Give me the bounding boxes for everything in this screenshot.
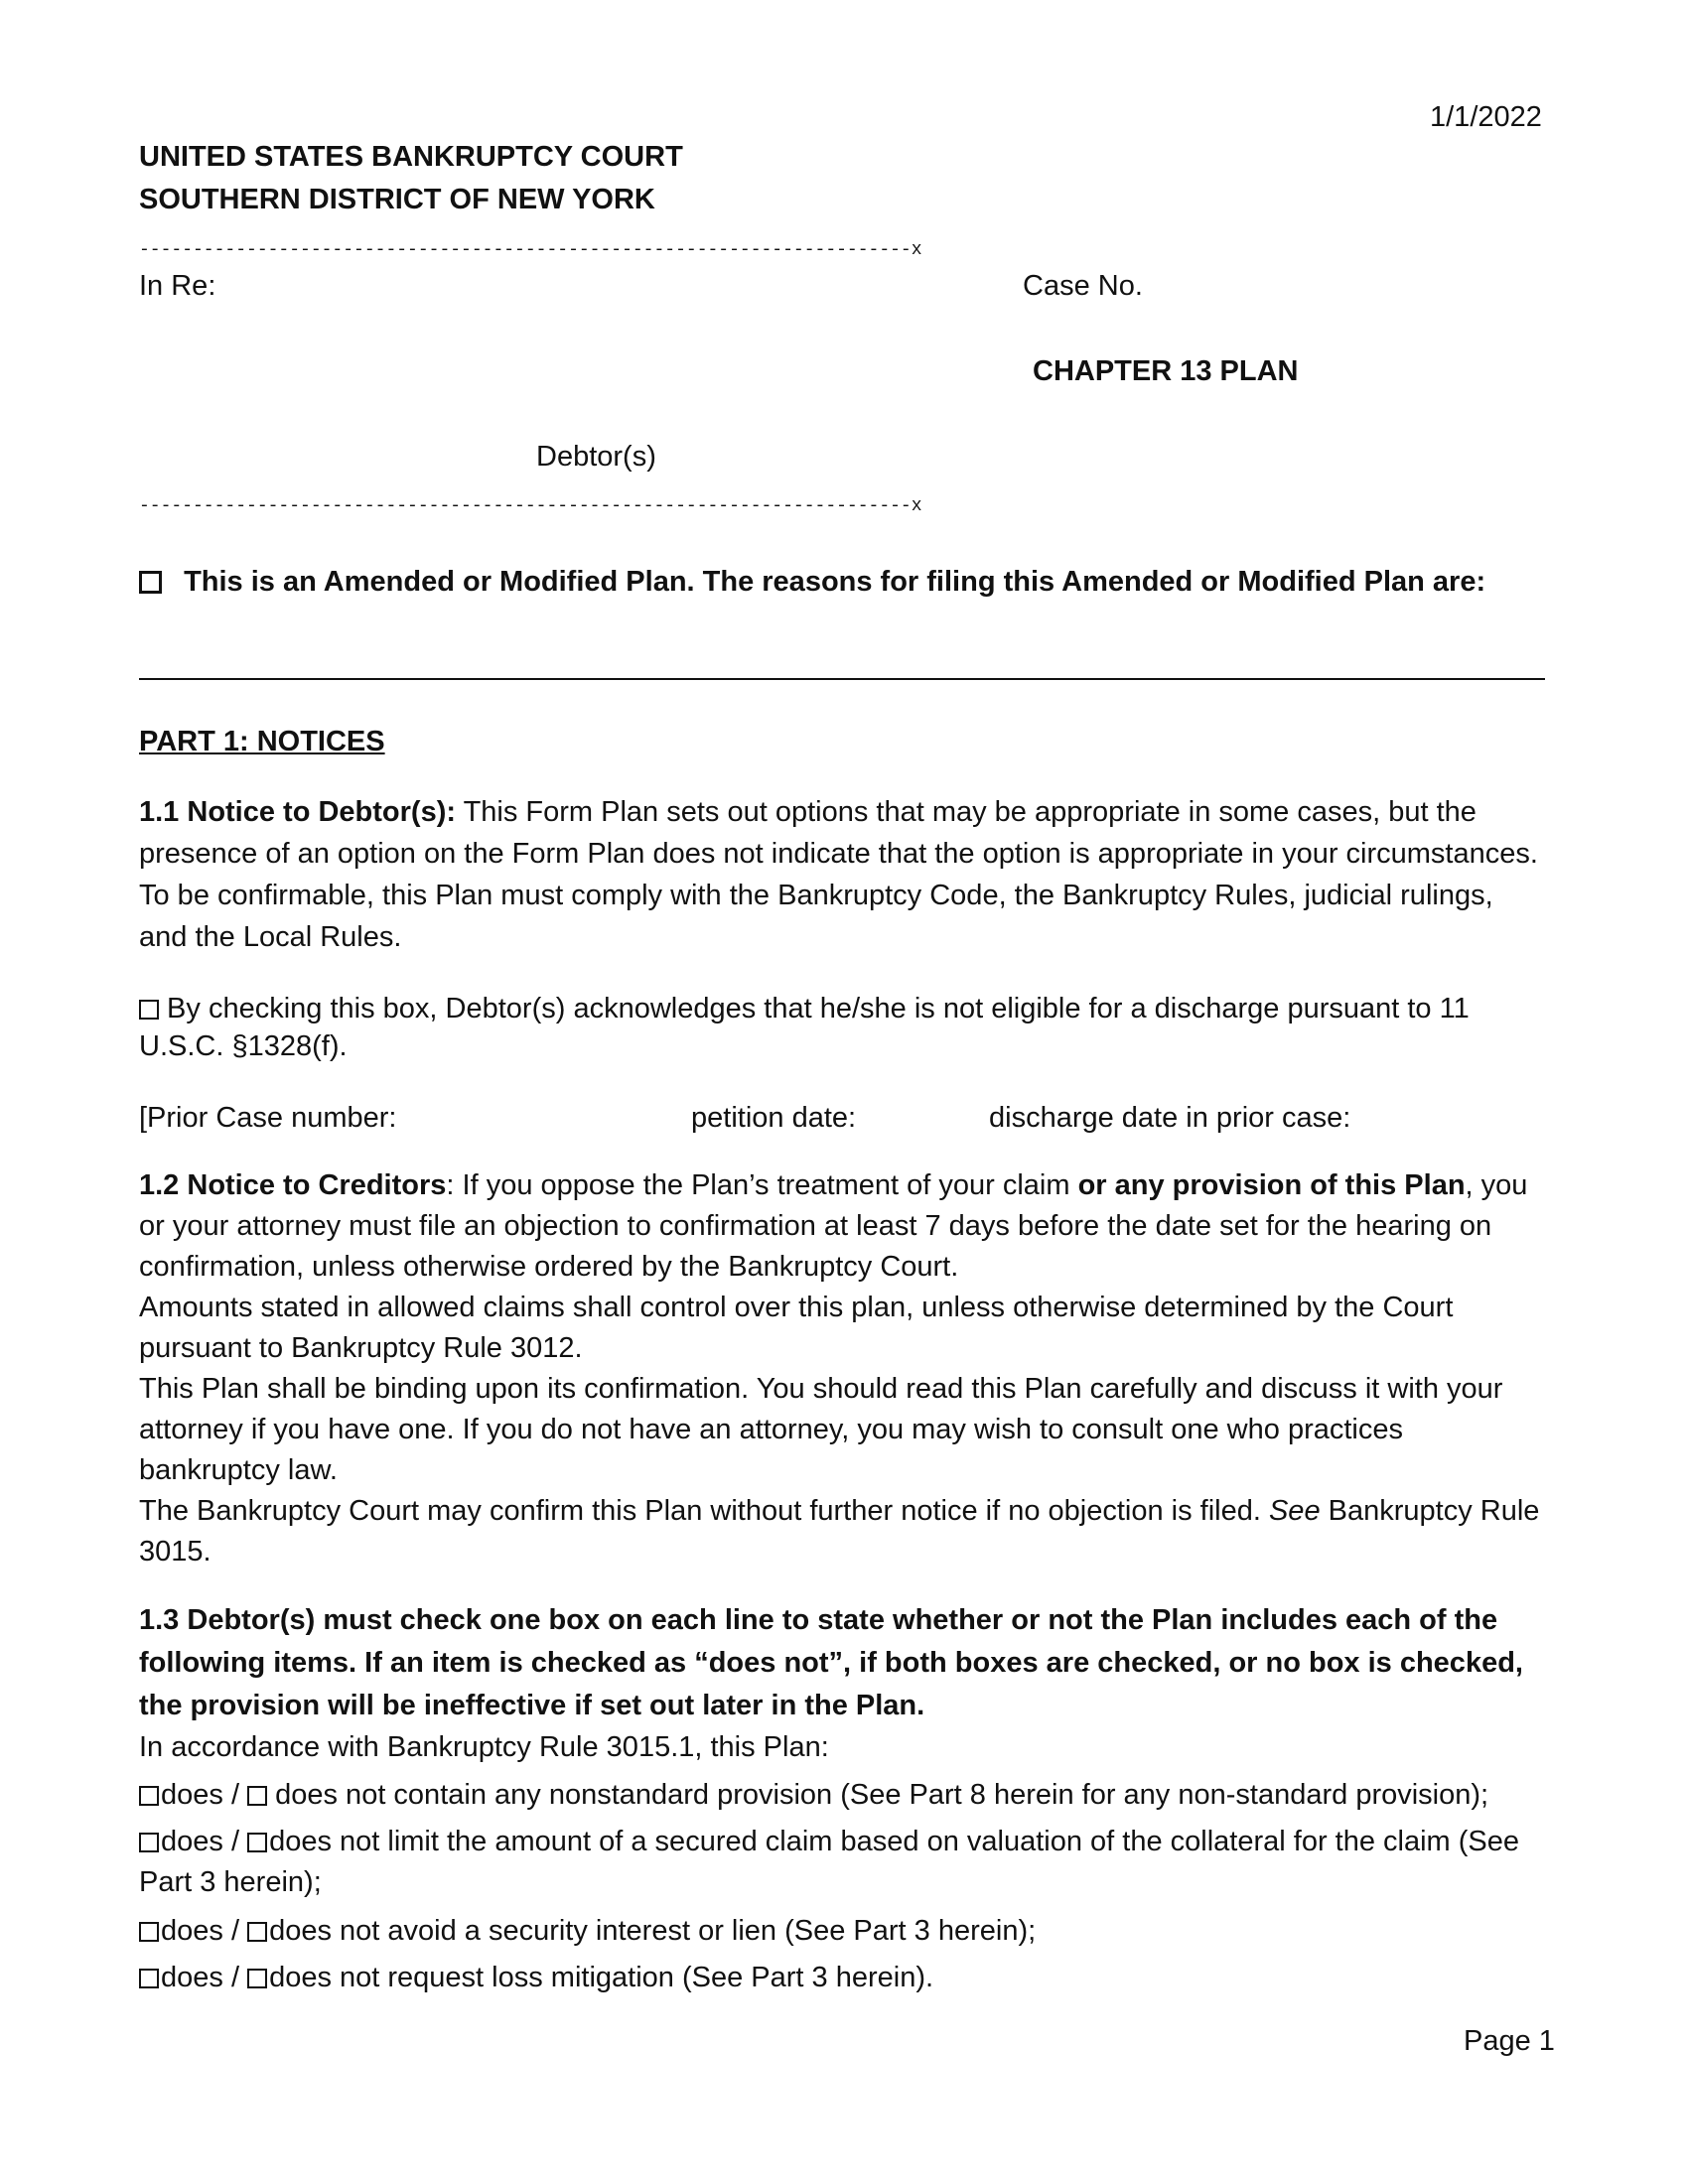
prior-discharge-date-label: discharge date in prior case: [989,1102,1351,1134]
section-1-2-text-a: : If you oppose the Plan’s treatment of your claim [446,1169,1078,1201]
avoid-lien-does-checkbox[interactable] [139,1922,159,1942]
page-number: Page 1 [1464,2025,1555,2057]
nonstandard-does-checkbox[interactable] [139,1786,159,1806]
section-1-2-para4-a: The Bankruptcy Court may confirm this Plan without further notice if no objection is filed. [139,1495,1269,1527]
option-nonstandard-provision [139,1775,1549,1816]
court-name-line1: UNITED STATES BANKRUPTCY COURT [139,141,683,173]
section-1-2-para4 [139,1491,1549,1572]
amended-plan-checkbox[interactable] [139,571,162,594]
plan-title: CHAPTER 13 PLAN [1033,355,1299,387]
in-re-label: In Re: [139,270,216,302]
limit-claim-does-not-checkbox[interactable] [247,1833,267,1852]
section-1-1 [139,791,1549,958]
limit-claim-does-checkbox[interactable] [139,1833,159,1852]
section-1-3-intro: In accordance with Bankruptcy Rule 3015.1, this Plan: [139,1731,829,1763]
discharge-row [139,990,1549,1065]
amended-plan-row [139,562,1485,603]
section-1-3-heading: 1.3 Debtor(s) must check one box on each line to state whether or not the Plan includes each of the following items. If an item is checked as “does not”, if both boxes are checked, or no box is checked, the provision will be ineffective if set out later in the Plan. [139,1604,1523,1721]
limit-claim-rest: does not limit the amount of a secured claim based on valuation of the collateral for the claim (See Part 3 herein); [139,1826,1520,1898]
discharge-checkbox[interactable] [139,1000,159,1020]
option-avoid-lien [139,1911,1549,1952]
case-number-label: Case No. [1023,270,1143,302]
avoid-lien-rest: does not avoid a security interest or lien (See Part 3 herein); [269,1915,1037,1947]
caption-divider-top: ------------------------------------------------------------------------x [139,240,922,260]
section-1-2-label: 1.2 Notice to Creditors [139,1169,447,1201]
section-1-1-text: This Form Plan sets out options that may be appropriate in some cases, but the presence of an option on the Form Plan does not indicate that the option is appropriate in your circumstances. To be confirmable, this Plan must comply with the Bankruptcy Code, the Bankruptcy Rules, judicial rulings, and the Local Rules. [139,796,1538,953]
loss-mitigation-rest: does not request loss mitigation (See Part 3 herein). [269,1962,934,1993]
section-1-1-label: 1.1 Notice to Debtor(s): [139,796,457,828]
amended-plan-text: This is an Amended or Modified Plan. The reasons for filing this Amended or Modified Plan are: [184,566,1486,598]
nonstandard-does-label: does / [161,1779,248,1811]
section-1-2-text-c: , you or your attorney must file an objection to confirmation at least 7 days before the date set for the hearing on confirmation, unless otherwise ordered by the Bankruptcy Court. [139,1169,1528,1283]
loss-mitigation-does-not-checkbox[interactable] [247,1969,267,1988]
debtors-label: Debtor(s) [536,441,656,473]
section-1-2 [139,1165,1549,1288]
nonstandard-rest: does not contain any nonstandard provision (See Part 8 herein for any non-standard provision); [267,1779,1489,1811]
section-1-2-para4-b: Bankruptcy Rule 3015. [139,1495,1540,1568]
petition-date-label: petition date: [691,1102,857,1134]
section-1-2-para3: This Plan shall be binding upon its confirmation. You should read this Plan carefully and discuss it with your attorney if you have one. If you do not have an attorney, you may wish to consult one who practices bankruptcy law. [139,1373,1503,1486]
section-1-2-bold: or any provision of this Plan [1077,1169,1466,1201]
discharge-text: By checking this box, Debtor(s) acknowledges that he/she is not eligible for a discharge pursuant to 11 U.S.C. §1328(f). [139,993,1470,1062]
part1-heading: PART 1: NOTICES [139,726,385,757]
avoid-lien-does-not-checkbox[interactable] [247,1922,267,1942]
prior-case-number-label: [Prior Case number: [139,1102,397,1134]
avoid-lien-does-label: does / [161,1915,248,1947]
nonstandard-does-not-checkbox[interactable] [247,1786,267,1806]
section-1-2-para2: Amounts stated in allowed claims shall control over this plan, unless otherwise determined by the Court pursuant to Bankruptcy Rule 3012. [139,1292,1454,1364]
caption-divider-bottom: ------------------------------------------------------------------------x [139,496,922,516]
loss-mitigation-does-label: does / [161,1962,248,1993]
amended-reasons-line[interactable] [139,678,1545,680]
limit-claim-does-label: does / [161,1826,248,1857]
loss-mitigation-does-checkbox[interactable] [139,1969,159,1988]
option-loss-mitigation [139,1958,1549,1998]
document-date: 1/1/2022 [1430,101,1542,133]
section-1-2-para4-see: See [1268,1495,1321,1527]
option-limit-secured-claim [139,1822,1549,1903]
court-name-line2: SOUTHERN DISTRICT OF NEW YORK [139,184,655,215]
